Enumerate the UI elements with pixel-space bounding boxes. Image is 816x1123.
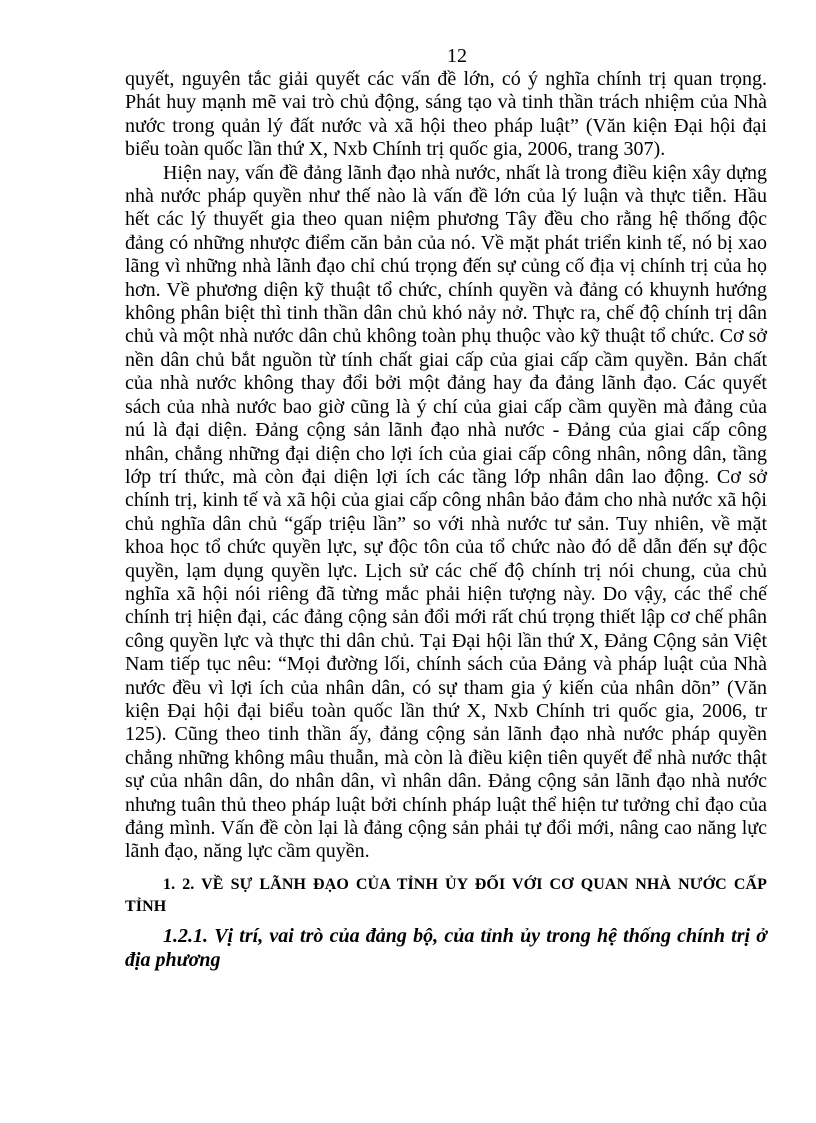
paragraph-body: Hiện nay, vấn đề đảng lãnh đạo nhà nước, nhất là trong điều kiện xây dựng nhà nước pháp quyền như thế nào là vấn đề lớn của lý luận và thực tiễn. Hầu hết các lý thuyết gia theo quan niệm phương Tây đều cho rằng hệ thống độc đảng có những nhược điểm căn bản của nó. Về mặt phát triển kinh tế, nó bị xao lãng vì những nhà lãnh đạo chỉ chú trọng đến sự củng cố địa vị chính trị của họ hơn. Về phương diện kỹ thuật tổ chức, chính quyền và đảng có khuynh hướng không phân biệt thì tinh thần dân chủ khó nảy nở. Thực ra, chế độ chính trị dân chủ và một nhà nước dân chủ không toàn phụ thuộc vào kỹ thuật tổ chức. Cơ sở nền dân chủ bắt nguồn từ tính chất giai cấp của giai cấp cầm quyền. Bản chất của nhà nước không thay đổi bởi một đảng hay đa đảng lãnh đạo. Các quyết sách của nhà nước bao giờ cũng là ý chí của giai cấp cầm quyền mà đảng của nú là đại diện. Đảng cộng sản lãnh đạo nhà nước - Đảng của giai cấp công nhân, chẳng những đại diện cho lợi ích của giai cấp công nhân, nông dân, tầng lớp trí thức, mà còn đại diện lợi ích các tầng lớp nhân dân lao động. Cơ sở chính trị, kinh tế và xã hội của giai cấp công nhân bảo đảm cho nhà nước xã hội chủ nghĩa dân chủ “gấp triệu lần” so với nhà nước tư sản. Tuy nhiên, về mặt khoa học tổ chức quyền lực, sự độc tôn của tổ chức nào đó dễ dẫn đến sự độc quyền, lạm dụng quyền lực. Lịch sử các chế độ chính trị nói chung, của chủ nghĩa xã hội nói riêng đã từng mắc phải hiện tượng này. Do vậy, các thể chế chính trị hiện đại, các đảng cộng sản đổi mới rất chú trọng thiết lập cơ chế phân công quyền lực và thực thi dân chủ. Tại Đại hội lần thứ X, Đảng Cộng sản Việt Nam tiếp tục nêu: “Mọi đường lối, chính sách của Đảng và pháp luật của Nhà nước đều vì lợi ích của nhân dân, có sự tham gia ý kiến của nhân dõn” (Văn kiện Đại hội đại biểu toàn quốc lần thứ X, Nxb Chính tri quốc gia, 2006, tr 125). Cũng theo tinh thần ấy, đảng cộng sản lãnh đạo nhà nước pháp quyền chẳng những không mâu thuẫn, mà còn là điều kiện tiên quyết để nhà nước thật sự của nhân dân, do nhân dân, vì nhân dân. Đảng cộng sản lãnh đạo nhà nước nhưng tuân thủ theo pháp luật bởi chính pháp luật thể hiện tư tưởng chỉ đạo của đảng mình. Vấn đề còn lại là đảng cộng sản phải tự đổi mới, nâng cao năng lực lãnh đạo, năng lực cầm quyền. xyxy=(125,161,767,863)
subsection-heading: 1.2.1. Vị trí, vai trò của đảng bộ, của tỉnh ủy trong hệ thống chính trị ở địa phương xyxy=(125,924,767,971)
paragraph-continued: quyết, nguyên tắc giải quyết các vấn đề lớn, có ý nghĩa chính trị quan trọng. Phát huy mạnh mẽ vai trò chủ động, sáng tạo và tinh thần trách nhiệm của Nhà nước trong quản lý đất nước và xã hội theo pháp luật” (Văn kiện Đại hội đại biểu toàn quốc lần thứ X, Nxb Chính trị quốc gia, 2006, trang 307). xyxy=(125,68,767,161)
section-heading: 1. 2. VỀ SỰ LÃNH ĐẠO CỦA TỈNH ỦY ĐỐI VỚI CƠ QUAN NHÀ NƯỚC CẤP TỈNH xyxy=(125,875,767,915)
page-number: 12 xyxy=(447,45,467,67)
document-page xyxy=(125,44,767,972)
